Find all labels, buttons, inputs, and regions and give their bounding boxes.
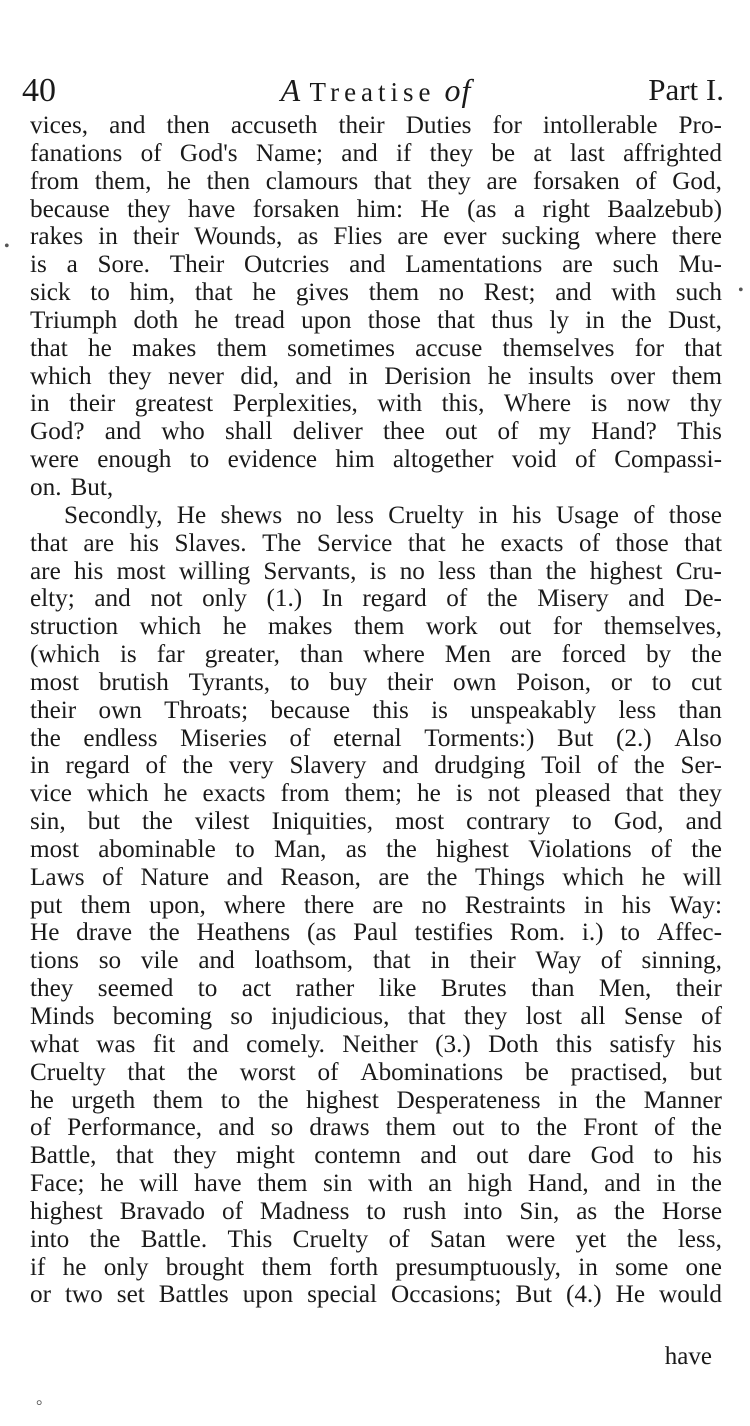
text-line: is a Sore. Their Outcries and Lamentations are such Mu- bbox=[30, 251, 722, 279]
text-line: put them upon, where there are no Restraints in his Way: bbox=[30, 891, 722, 919]
text-line: sin, but the vilest Iniquities, most contrary to God, and bbox=[30, 808, 722, 836]
text-line: on. But, bbox=[30, 473, 114, 501]
page-number: 40 bbox=[22, 72, 56, 109]
text-line: which they never did, and in Derision he insults over them bbox=[30, 362, 722, 390]
margin-mark: • bbox=[738, 282, 744, 299]
text-line: highest Bravado of Madness to rush into Sin, as the Horse bbox=[30, 1197, 722, 1225]
text-line: Laws of Nature and Reason, are the Things which he will bbox=[30, 863, 722, 891]
text-line: the endless Miseries of eternal Torments:) But (2.) Also bbox=[30, 724, 722, 752]
text-line: because they have forsaken him: He (as a right Baalzebub) bbox=[30, 195, 722, 223]
text-line: Triumph doth he tread upon those that thus ly in the Dust, bbox=[30, 306, 722, 334]
part-label: Part I. bbox=[648, 72, 724, 107]
title-prefix: A bbox=[280, 72, 301, 108]
body-text bbox=[30, 112, 722, 1309]
margin-mark: ° bbox=[36, 1398, 43, 1415]
text-line: struction which he makes them work out for themselves, bbox=[30, 613, 722, 641]
text-line: are his most willing Servants, is no less than the highest Cru- bbox=[30, 557, 722, 585]
margin-mark: • bbox=[4, 238, 10, 255]
text-line: rakes in their Wounds, as Flies are ever sucking where there bbox=[30, 223, 722, 251]
text-line: Cruelty that the worst of Abominations be practised, but bbox=[30, 1058, 722, 1086]
text-line: God? and who shall deliver thee out of my Hand? This bbox=[30, 418, 722, 446]
text-line: Battle, that they might contemn and out dare God to his bbox=[30, 1142, 722, 1170]
text-line: he urgeth them to the highest Desperateness in the Manner bbox=[30, 1086, 722, 1114]
text-line: in their greatest Perplexities, with this, Where is now thy bbox=[30, 390, 722, 418]
text-line: elty; and not only (1.) In regard of the Misery and De- bbox=[30, 585, 722, 613]
text-line: fanations of God's Name; and if they be at last affrighted bbox=[30, 139, 722, 167]
text-line: most brutish Tyrants, to buy their own Poison, or to cut bbox=[30, 668, 722, 696]
text-line: from them, he then clamours that they are forsaken of God, bbox=[30, 167, 722, 195]
text-line: their own Throats; because this is unspeakably less than bbox=[30, 696, 722, 724]
text-line: that are his Slaves. The Service that he exacts of those that bbox=[30, 529, 722, 557]
text-line: vices, and then accuseth their Duties for intollerable Pro- bbox=[30, 112, 722, 139]
title-word: Treatise bbox=[309, 77, 436, 107]
title-suffix: of bbox=[444, 72, 472, 108]
text-line: what was fit and comely. Neither (3.) Doth this satisfy his bbox=[30, 1030, 722, 1058]
text-line: they seemed to act rather like Brutes than Men, their bbox=[30, 975, 722, 1003]
text-line: in regard of the very Slavery and drudging Toil of the Ser- bbox=[30, 752, 722, 780]
text-line: vice which he exacts from them; he is not pleased that they bbox=[30, 780, 722, 808]
text-line: most abominable to Man, as the highest Violations of the bbox=[30, 835, 722, 863]
text-line: He drave the Heathens (as Paul testifies Rom. i.) to Affec- bbox=[30, 919, 722, 947]
catchword: have bbox=[664, 1343, 712, 1370]
text-line: sick to him, that he gives them no Rest; and with such bbox=[30, 279, 722, 307]
text-line: of Performance, and so draws them out to the Front of the bbox=[30, 1114, 722, 1142]
text-line: were enough to evidence him altogether void of Compassi- bbox=[30, 446, 722, 474]
text-line: into the Battle. This Cruelty of Satan were yet the less, bbox=[30, 1225, 722, 1253]
text-line: (which is far greater, than where Men are forced by the bbox=[30, 641, 722, 669]
running-title bbox=[22, 72, 730, 109]
text-line: that he makes them sometimes accuse themselves for that bbox=[30, 334, 722, 362]
text-line: or two set Battles upon special Occasions; But (4.) He would bbox=[30, 1281, 722, 1309]
text-line: Face; he will have them sin with an high Hand, and in the bbox=[30, 1170, 722, 1198]
text-line: Minds becoming so injudicious, that they lost all Sense of bbox=[30, 1003, 722, 1030]
text-line: if he only brought them forth presumptuously, in some one bbox=[30, 1253, 722, 1281]
text-line: tions so vile and loathsom, that in their Way of sinning, bbox=[30, 947, 722, 975]
running-head bbox=[22, 72, 730, 112]
text-line: Secondly, He shews no less Cruelty in his Usage of those bbox=[64, 501, 722, 529]
